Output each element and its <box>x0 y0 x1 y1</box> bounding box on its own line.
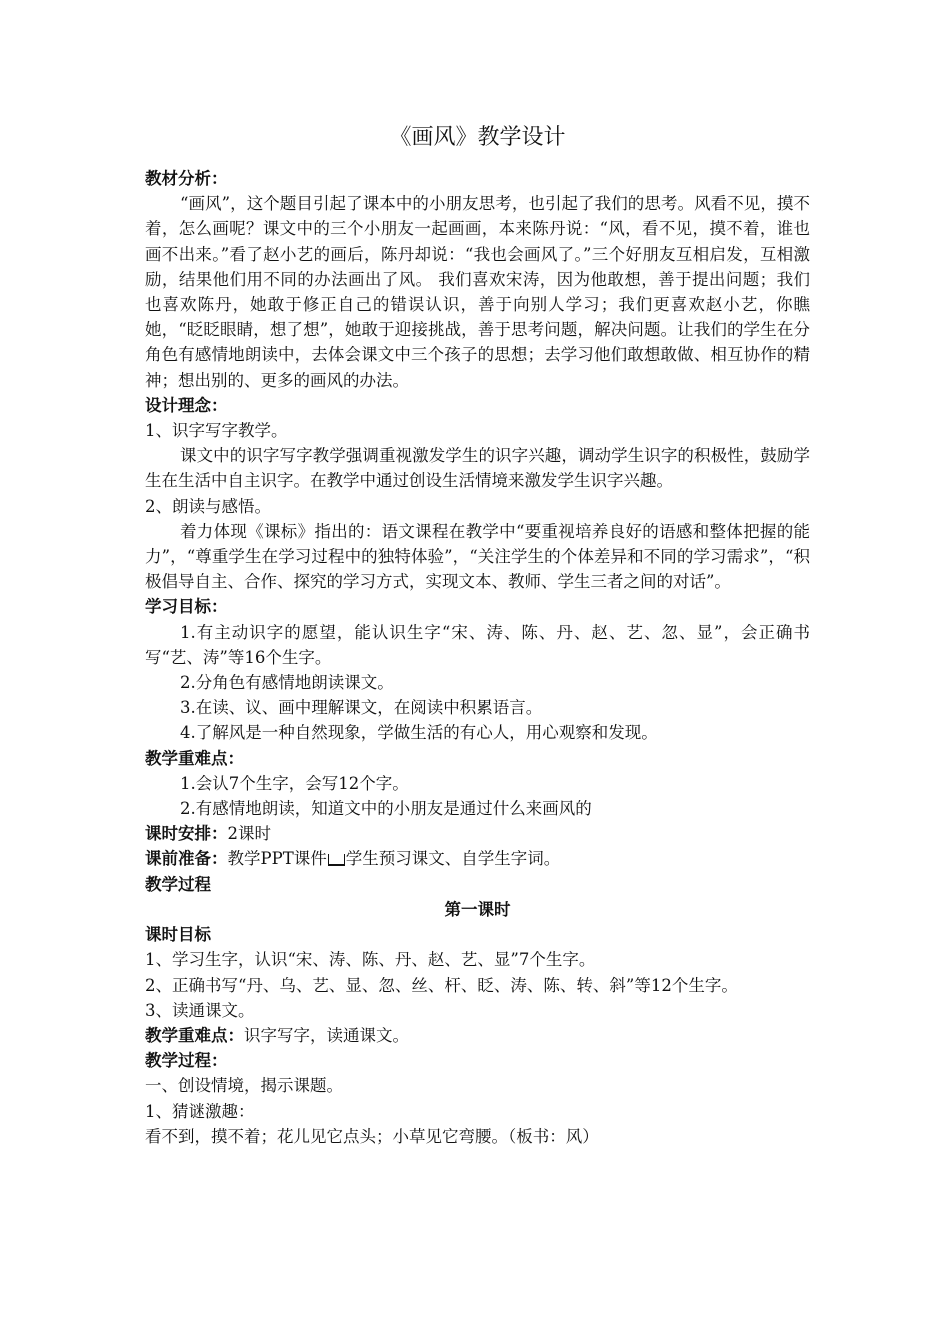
lesson-key-value: 识字写字，读通课文。 <box>244 1025 409 1045</box>
lesson-goal-item: 3、读通课文。 <box>145 1000 255 1020</box>
learning-goals-heading: 学习目标： <box>145 597 228 617</box>
key-point-item: 2.有感情地朗读，知道文中的小朋友是通过什么来画风的 <box>180 799 592 819</box>
lesson-key-label: 教学重难点： <box>145 1025 244 1045</box>
process-heading: 教学过程 <box>145 874 211 894</box>
lesson-goals-heading: 课时目标 <box>145 925 211 945</box>
material-analysis-paragraph: “画风”，这个题目引起了课本中的小朋友思考，也引起了我们的思考。风看不见，摸不着，怎么画呢？课文中的三个小朋友一起画画，本来陈丹说：“风，看不见，摸不着，谁也画不出来。”看了赵小艺的画后，陈丹却说：“我也会画风了。”三个好朋友互相启发，互相激励，结果他们用不同的办法画出了风。 我们喜欢宋涛，因为他敢想，善于提出问题；我们也喜欢陈丹，她敢于修正自己的错误认识，善于向别人学习；我们更喜欢赵小艺，你瞧她，“眨眨眼睛，想了想”，她敢于迎接挑战，善于思考问题，解决问题。让我们的学生在分角色有感情地朗读中，去体会课文中三个孩子的思想；去学习他们敢想敢做、相互协作的精神；想出别的、更多的画风的办法。 <box>145 194 810 390</box>
schedule-label: 课时安排： <box>145 824 228 844</box>
design-concept-point2-title: 2、朗读与感悟。 <box>145 496 271 516</box>
lesson-process-heading: 教学过程： <box>145 1051 228 1071</box>
lesson-goal-item: 1、学习生字，认识“宋、涛、陈、丹、赵、艺、显”7个生字。 <box>145 950 596 970</box>
lesson-key-line <box>145 1023 810 1048</box>
design-concept-point2-text: 着力体现《课标》指出的：语文课程在教学中“要重视培养良好的语感和整体把握的能力”，“尊重学生在学习过程中的独特体验”，“关注学生的个体差异和不同的学习需求”，“积极倡导自主、合作、探究的学习方式，实现文本、教师、学生三者之间的对话”。 <box>145 521 810 592</box>
schedule-line <box>145 821 810 846</box>
preparation-value-a: 教学PPT课件 <box>227 849 327 869</box>
lesson-goal-item: 2、正确书写“丹、乌、艺、显、忽、丝、杆、眨、涛、陈、转、斜”等12个生字。 <box>145 975 738 995</box>
material-analysis-heading: 教材分析： <box>145 169 228 188</box>
key-point-item: 1.会认7个生字，会写12个字。 <box>180 773 409 793</box>
learning-goal-item: 2.分角色有感情地朗读课文。 <box>180 673 394 693</box>
learning-goal-item: 4.了解风是一种自然现象，学做生活的有心人，用心观察和发现。 <box>180 723 658 743</box>
preparation-line <box>145 846 810 871</box>
schedule-value: 2课时 <box>227 824 271 844</box>
riddle-text: 看不到，摸不着；花儿见它点头；小草见它弯腰。（板书：风） <box>145 1126 599 1146</box>
process-substep: 1、猜谜激趣： <box>145 1101 255 1121</box>
design-concept-point1-text: 课文中的识字写字教学强调重视激发学生的识字兴趣，调动学生识字的积极性，鼓励学生在生活中自主识字。在教学中通过创设生活情境来激发学生识字兴趣。 <box>145 446 810 491</box>
process-step: 一、创设情境，揭示课题。 <box>145 1076 343 1096</box>
key-points-heading: 教学重难点： <box>145 748 244 768</box>
lesson-one-title: 第一课时 <box>444 899 511 919</box>
preparation-value-b: 学生预习课文、自学生字词。 <box>345 849 561 869</box>
design-concept-point1-title: 1、识字写字教学。 <box>145 421 288 441</box>
document-title: 《画风》教学设计 <box>389 125 566 150</box>
learning-goal-item: 1.有主动识字的愿望，能认识生字“宋、涛、陈、丹、赵、艺、忽、显”，会正确书写“艺、涛”等16个生字。 <box>145 622 810 667</box>
learning-goal-item: 3.在读、议、画中理解课文，在阅读中积累语言。 <box>180 698 543 718</box>
design-concept-heading: 设计理念： <box>145 395 228 415</box>
preparation-label: 课前准备： <box>145 849 228 869</box>
document-page <box>145 122 810 1149</box>
tie-mark <box>328 854 345 866</box>
